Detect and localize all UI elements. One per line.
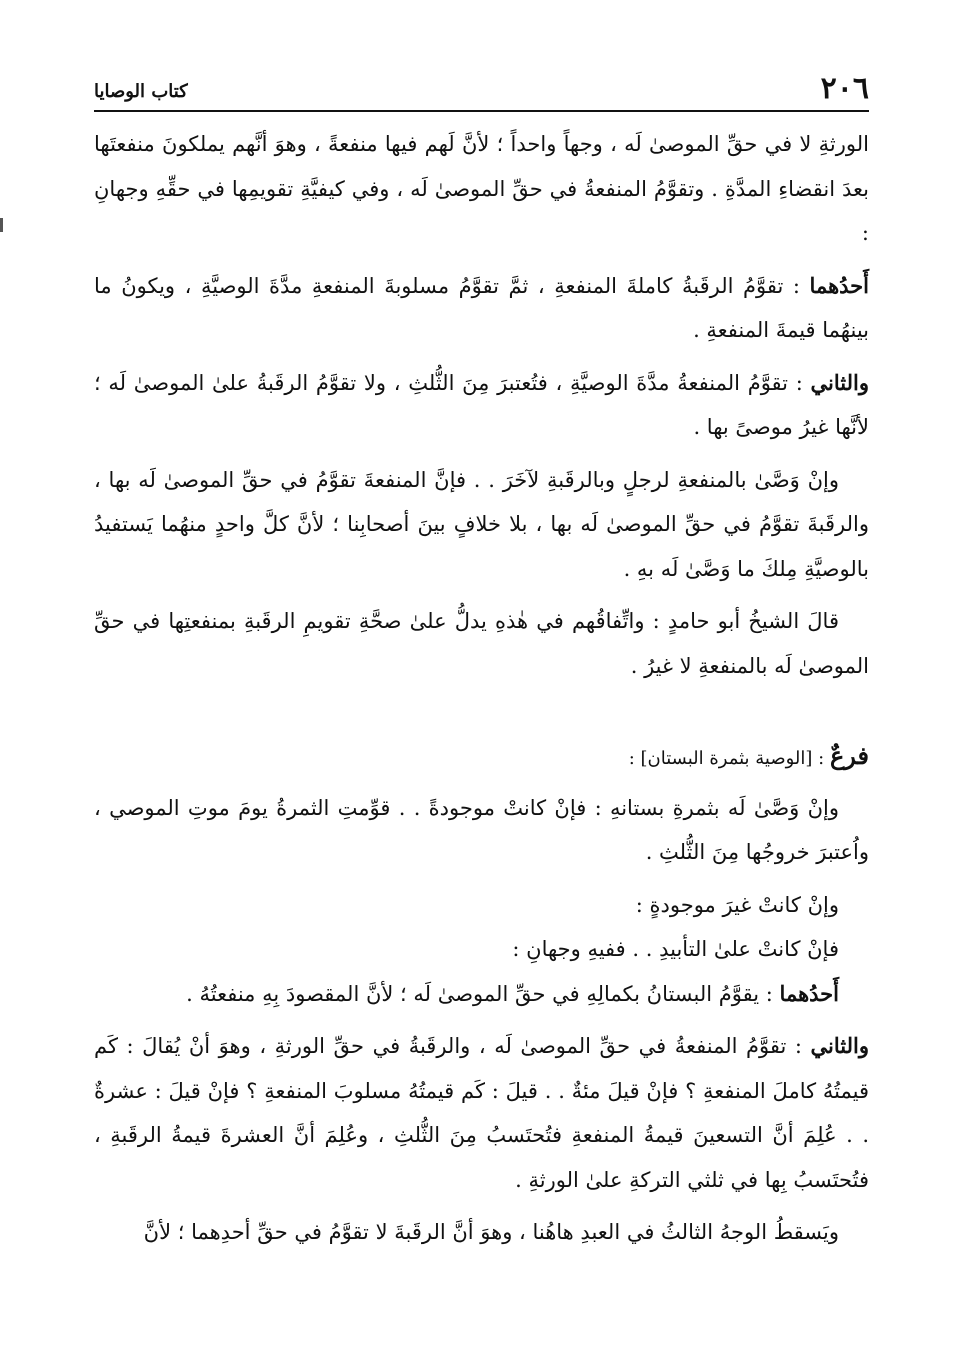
paragraph-text: : تقوَّمُ الرقَبةُ كاملةَ المنفعةِ ، ثمَّ تقوَّمُ مسلوبةَ المنفعةِ مدَّةَ الوصيَّةِ ، ويكونُ ما بينهُما قيمةَ المنفعةِ .	[94, 273, 869, 342]
paragraph-text: ويَسقطُ الوجهُ الثالثُ في العبدِ هاهُنا ، وهوَ أنَّ الرقَبةَ لا تقوَّمُ في حقِّ أحدِهما ؛ لأنَّ	[143, 1220, 839, 1244]
paragraph-text: وإنْ وَصَّىٰ بالمنفعةِ لرجلٍ وبالرقَبةِ لآخَرَ . . فإنَّ المنفعةَ تقوَّمُ في حقِّ الموصىٰ لَه بها ، والرقَبةَ تقوَّمُ في حقِّ الموصىٰ لَه بها ، بلا خلافٍ بينَ أصحابِنا ؛ لأنَّ كلَّ واحدٍ منهُما يَستفيدُ بالوصيَّةِ مِلكَ ما وَصَّىٰ لَه بهِ .	[94, 467, 869, 581]
paragraph-label: والثاني	[810, 1033, 869, 1058]
paragraph-text: فإنْ كانتْ علىٰ التأبيدِ . . ففيهِ وجهانِ :	[512, 937, 839, 961]
section-gap	[94, 696, 869, 734]
page-header	[94, 66, 869, 106]
paragraph-text: : تقوَّمُ المنفعةُ مدَّةَ الوصيَّةِ ، فتُعتبرَ مِنَ الثُّلثِ ، ولا تقوَّمُ الرقَبةُ علىٰ الموصىٰ لَه ؛ لأنَّها غيرُ موصىً بها .	[94, 370, 869, 439]
paragraph	[94, 122, 869, 256]
paragraph	[94, 1210, 869, 1255]
paragraph-text: الورثةِ لا في حقِّ الموصىٰ لَه ، وجهاً واحداً ؛ لأنَّ لَهم فيها منفعةً ، وهوَ أنَّهم يملكونَ منفعتَها بعدَ انقضاءِ المدَّةِ . وتقوَّمُ المنفعةُ في حقِّ الموصىٰ لَه ، وفي كيفيَّةِ تقويمِها في حقِّهِ وجهانِ :	[94, 132, 869, 245]
branch-title: : [الوصية بثمرة البستان] :	[628, 748, 830, 769]
paragraph	[94, 972, 869, 1017]
paragraph	[94, 883, 869, 928]
paragraph	[94, 264, 869, 353]
paragraph-label: والثاني	[810, 369, 869, 395]
running-title: كتاب الوصايا	[94, 81, 188, 102]
branch-heading	[94, 734, 869, 782]
paragraph	[94, 927, 869, 972]
page-number: ٢٠٦	[820, 71, 869, 106]
paragraph-text: وإنْ وَصَّىٰ لَه بثمرةِ بستانهِ : فإنْ كانتْ موجودةً . . قوِّمتِ الثمرةُ يومَ موتِ الموصي ، واُعتبرَ خروجُها مِنَ الثُّلثِ .	[94, 795, 869, 864]
paragraph	[94, 599, 869, 688]
paragraph-text: : يقوَّمُ البستانُ بكمالِهِ في حقِّ الموصىٰ لَه ؛ لأنَّ المقصودَ بِهِ منفعتُهُ .	[186, 981, 780, 1006]
paragraph-label: أَحدُهما	[809, 272, 869, 298]
scan-edge-mark	[0, 218, 3, 232]
paragraph-text: وإنْ كانتْ غيرَ موجودةٍ :	[635, 892, 839, 917]
paragraph	[94, 361, 869, 450]
paragraph-text: قالَ الشيخُ أبو حامدٍ : واتِّفاقُهم في هٰذهِ يدلُّ علىٰ صحَّةِ تقويمِ الرقَبةِ بمنفعتِها في حقِّ الموصىٰ لَه بالمنفعةِ لا غيرُ .	[94, 609, 869, 678]
branch-label: فرعٌ	[829, 741, 869, 770]
paragraph	[94, 1024, 869, 1202]
paragraph-text: : تقوَّمُ المنفعةُ في حقِّ الموصىٰ لَه ، والرقَبةُ في حقِّ الورثةِ ، وهوَ أنْ يُقالَ : كَم قيمتُهُ كاملَ المنفعةِ ؟ فإنْ قيلَ مئةٌ . . قيلَ : كَم قيمتُهُ مسلوبَ المنفعةِ ؟ فإنْ قيلَ : عشرةٌ . . عُلِمَ أنَّ التسعينَ قيمةُ المنفعةِ فتُحتَسبُ مِنَ الثُّلثِ ، وعُلِمَ أنَّ العشرةَ قيمةُ الرقَبةِ ، فتُحتَسبُ بِها في ثلثي التركةِ علىٰ الورثةِ .	[94, 1034, 869, 1192]
header-rule	[94, 110, 869, 112]
paragraph	[94, 786, 869, 875]
paragraph	[94, 458, 869, 592]
page-body	[94, 122, 869, 1348]
paragraph-label: أَحدُهما	[779, 980, 839, 1006]
